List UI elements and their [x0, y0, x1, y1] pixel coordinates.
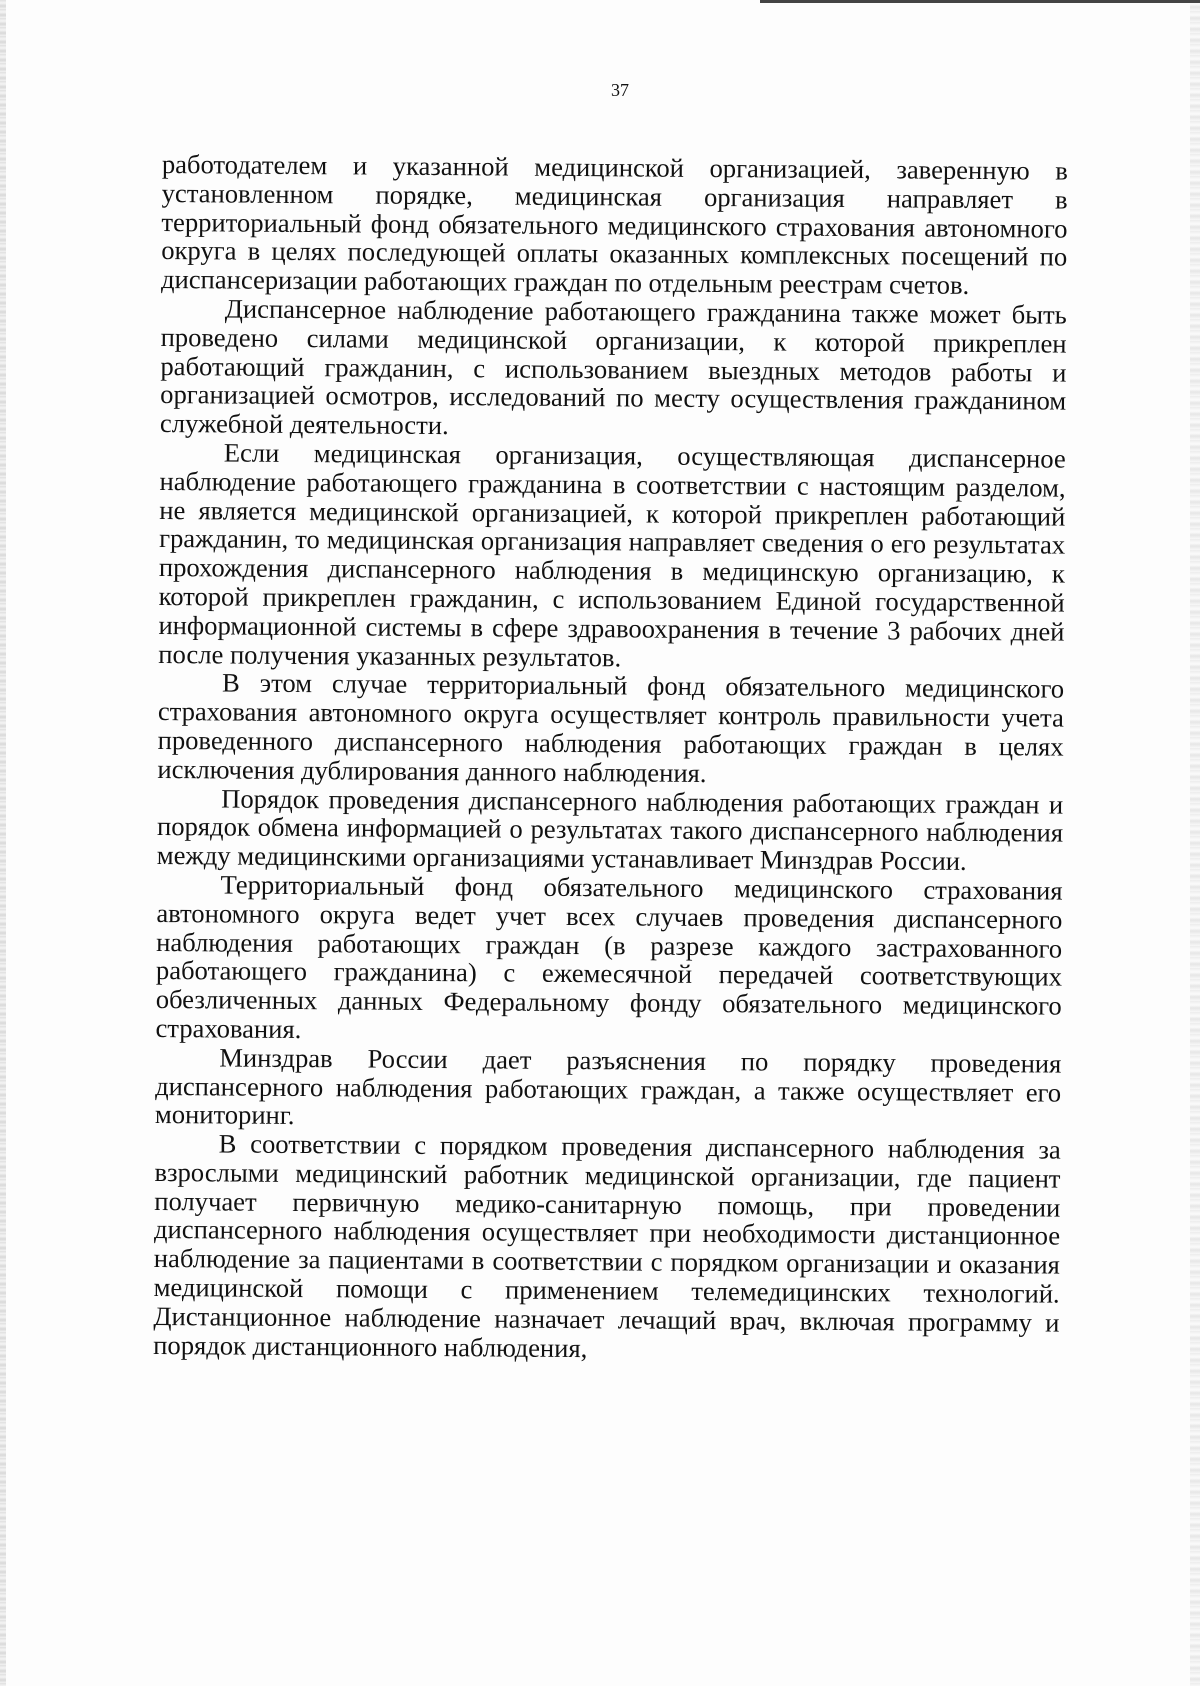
paragraph: Территориальный фонд обязательного медицинского страхования автономного округа ведет учет всех случаев проведения диспансерного наблюдения работающих граждан (в разрезе каждого застрахованного работающего гражданина) с ежемесячной передачей соответствующих обезличенных данных Федеральному фонду обязательного медицинского страхования. [155, 869, 1063, 1044]
paragraph: Минздрав России дает разъяснения по порядку проведения диспансерного наблюдения работающих граждан, а также осуществляет его мониторинг. [154, 1042, 1062, 1131]
paragraph: работодателем и указанной медицинской организацией, заверенную в установленном порядке, медицинская организация направляет в территориальный фонд обязательного медицинского страхования автономного округа в целях последующей оплаты оказанных комплексных посещений по диспансеризации работающих граждан по отдельным реестрам счетов. [160, 149, 1068, 301]
page-number: 37 [611, 80, 629, 100]
document-body [153, 150, 1068, 1366]
scan-edge-right [1190, 0, 1200, 1686]
paragraph: В соответствии с порядком проведения диспансерного наблюдения за взрослыми медицинский работник медицинской организации, где пациент получает первичную медико-санитарную помощь, при проведении диспансерного наблюдения осуществляет при необходимости дистанционное наблюдение за пациентами в соответствии с порядком организации и оказания медицинской помощи с применением телемедицинских технологий. Дистанционное наблюдение назначает лечащий врач, включая программу и порядок дистанционного наблюдения, [153, 1128, 1061, 1363]
paragraph: Если медицинская организация, осуществляющая диспансерное наблюдение работающего гражданина в соответствии с настоящим разделом, не является медицинской организацией, к которой прикреплен работающий гражданин, то медицинская организация направляет сведения о его результатах прохождения диспансерного наблюдения в медицинскую организацию, к которой прикреплен гражданин, с использованием Единой государственной информационной системы в сфере здравоохранения в течение 3 рабочих дней после получения указанных результатов. [158, 437, 1066, 672]
paragraph: В этом случае территориальный фонд обязательного медицинского страхования автономного округа осуществляет контроль правильности учета проведенного диспансерного наблюдения работающих граждан в целях исключения дублирования данного наблюдения. [157, 667, 1065, 788]
scan-edge-top [760, 0, 1200, 3]
scan-edge-left [0, 0, 6, 1686]
paragraph: Диспансерное наблюдение работающего гражданина также может быть проведено силами медицинской организации, к которой прикреплен работающий гражданин, с использованием выездных методов работы и организацией осмотров, исследований по месту осуществления гражданином служебной деятельности. [159, 293, 1067, 441]
paragraph: Порядок проведения диспансерного наблюдения работающих граждан и порядок обмена информацией о результатах такого диспансерного наблюдения между медицинскими организациями устанавливает Минздрав России. [156, 782, 1064, 877]
